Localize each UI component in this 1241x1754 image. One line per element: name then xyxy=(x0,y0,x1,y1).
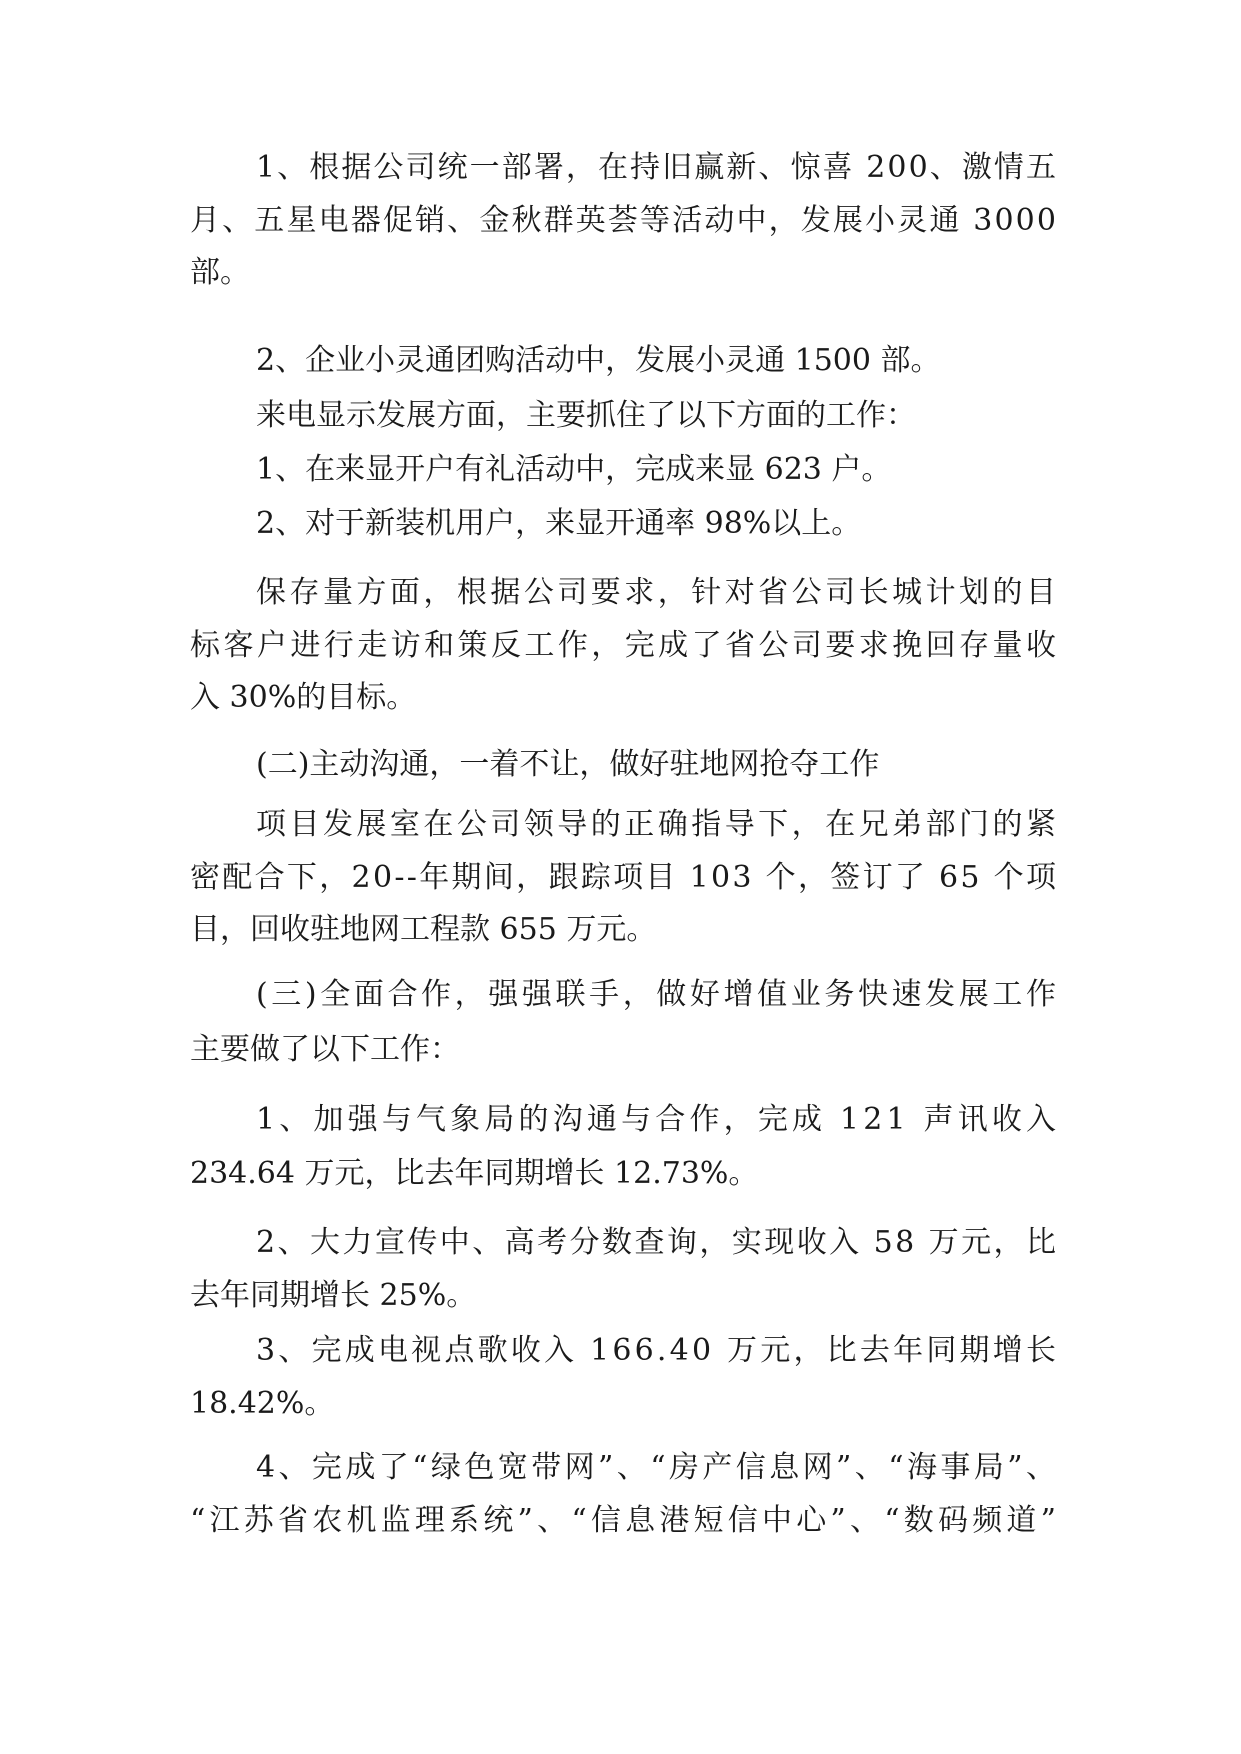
text-line: 2、对于新装机用户，来显开通率 98%以上。 xyxy=(256,506,862,541)
text-line: 4、完成了“绿色宽带网”、“房产信息网”、“海事局”、 xyxy=(256,1450,1060,1485)
text-line: 保存量方面，根据公司要求，针对省公司长城计划的目 xyxy=(256,575,1060,610)
text-line: 234.64 万元，比去年同期增长 12.73%。 xyxy=(190,1156,759,1191)
text-line: 部。 xyxy=(190,255,250,290)
text-line: 来电显示发展方面，主要抓住了以下方面的工作： xyxy=(256,398,916,433)
text-line: 月、五星电器促销、金秋群英荟等活动中，发展小灵通 3000 xyxy=(190,203,1059,238)
section-heading: (三)全面合作，强强联手，做好增值业务快速发展工作 xyxy=(256,977,1060,1012)
section-heading: (二)主动沟通，一着不让，做好驻地网抢夺工作 xyxy=(256,747,880,782)
text-line: 3、完成电视点歌收入 166.40 万元，比去年同期增长 xyxy=(256,1333,1060,1368)
text-line: 目，回收驻地网工程款 655 万元。 xyxy=(190,912,657,947)
text-line: 密配合下，20--年期间，跟踪项目 103 个，签订了 65 个项 xyxy=(190,860,1059,895)
text-line: 入 30%的目标。 xyxy=(190,680,417,715)
text-line: 18.42%。 xyxy=(190,1386,335,1421)
text-line: “江苏省农机监理系统”、“信息港短信中心”、“数码频道” xyxy=(190,1503,1061,1538)
text-line: 2、企业小灵通团购活动中，发展小灵通 1500 部。 xyxy=(256,343,941,378)
text-line: 去年同期增长 25%。 xyxy=(190,1278,477,1313)
text-line: 2、大力宣传中、高考分数查询，实现收入 58 万元，比 xyxy=(256,1225,1059,1260)
text-line: 1、加强与气象局的沟通与合作，完成 121 声讯收入 xyxy=(256,1102,1061,1137)
text-line: 1、根据公司统一部署，在持旧赢新、惊喜 200、激情五 xyxy=(256,150,1059,185)
text-line: 标客户进行走访和策反工作，完成了省公司要求挽回存量收 xyxy=(190,628,1060,663)
text-line: 主要做了以下工作： xyxy=(190,1032,460,1067)
text-line: 项目发展室在公司领导的正确指导下，在兄弟部门的紧 xyxy=(256,807,1060,842)
text-line: 1、在来显开户有礼活动中，完成来显 623 户。 xyxy=(256,452,892,487)
